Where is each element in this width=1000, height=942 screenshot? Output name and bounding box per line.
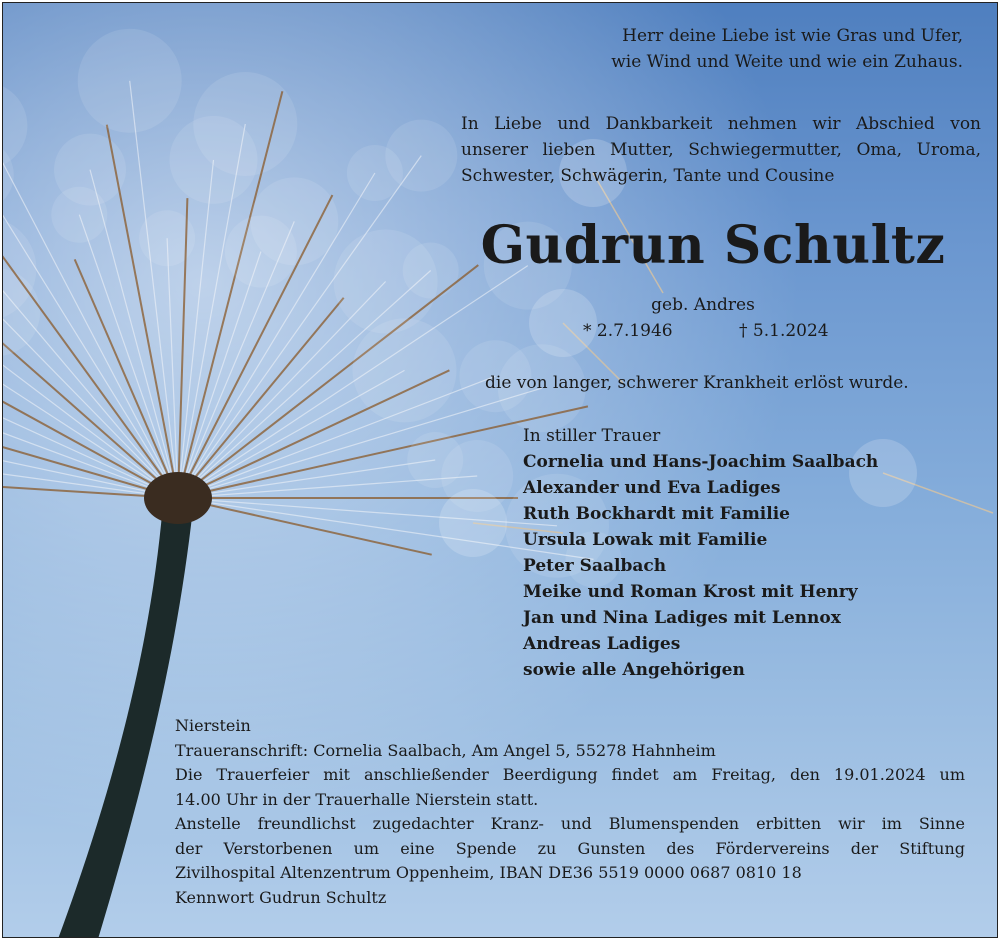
relief-text: die von langer, schwerer Krankheit erlöst wurde. [485, 373, 909, 393]
ceremony-line: 14.00 Uhr in der Trauerhalle Nierstein statt. [175, 789, 539, 809]
dandelion-head [144, 472, 212, 524]
mourner-entry: Ursula Lowak mit Familie [523, 530, 768, 550]
mourner-entry: Cornelia und Hans-Joachim Saalbach [523, 452, 879, 472]
ceremony-line: Die Trauerfeier mit anschließender Beerdigung findet am Freitag, den 19.01.2024 um [175, 765, 965, 784]
mourner-entry: Peter Saalbach [523, 556, 667, 576]
death-date: † 5.1.2024 [739, 321, 829, 341]
donation-line: der Verstorbenen um eine Spende zu Gunsten des Fördervereins der Stiftung [175, 838, 965, 858]
birth-date: * 2.7.1946 [583, 321, 673, 341]
intro-line: Schwester, Schwägerin, Tante und Cousine [461, 166, 835, 186]
mourning-address: Traueranschrift: Cornelia Saalbach, Am Angel 5, 55278 Hahnheim [175, 740, 716, 760]
intro-line: In Liebe und Dankbarkeit nehmen wir Abschied von [461, 114, 981, 134]
born-name: geb. Andres [651, 295, 755, 315]
iban-line: Zivilhospital Altenzentrum Oppenheim, IBAN DE36 5519 0000 0687 0810 18 [175, 863, 802, 882]
funeral-details [175, 714, 965, 910]
verse-line: wie Wind und Weite und wie ein Zuhaus. [611, 52, 963, 72]
keyword-line: Kennwort Gudrun Schultz [175, 887, 387, 907]
verse [443, 23, 963, 75]
mourner-entry: Alexander und Eva Ladiges [523, 478, 781, 498]
mourner-entry: Andreas Ladiges [523, 634, 681, 654]
location: Nierstein [175, 716, 251, 735]
deceased-name: Gudrun Schultz [480, 215, 946, 276]
intro-line: unserer lieben Mutter, Schwiegermutter, Oma, Uroma, [461, 140, 981, 160]
mourner-entry: Jan und Nina Ladiges mit Lennox [523, 608, 841, 628]
donation-line: Anstelle freundlichst zugedachter Kranz- und Blumenspenden erbitten wir im Sinne [175, 814, 965, 833]
mourner-entry: Ruth Bockhardt mit Familie [523, 504, 790, 524]
obituary-notice [2, 2, 998, 938]
mourners-list [523, 449, 943, 683]
mourner-entry: Meike und Roman Krost mit Henry [523, 582, 858, 602]
mourner-entry: sowie alle Angehörigen [523, 660, 745, 680]
farewell-intro [461, 111, 981, 189]
mourners-intro: In stiller Trauer [523, 426, 661, 446]
verse-line: Herr deine Liebe ist wie Gras und Ufer, [622, 26, 963, 46]
